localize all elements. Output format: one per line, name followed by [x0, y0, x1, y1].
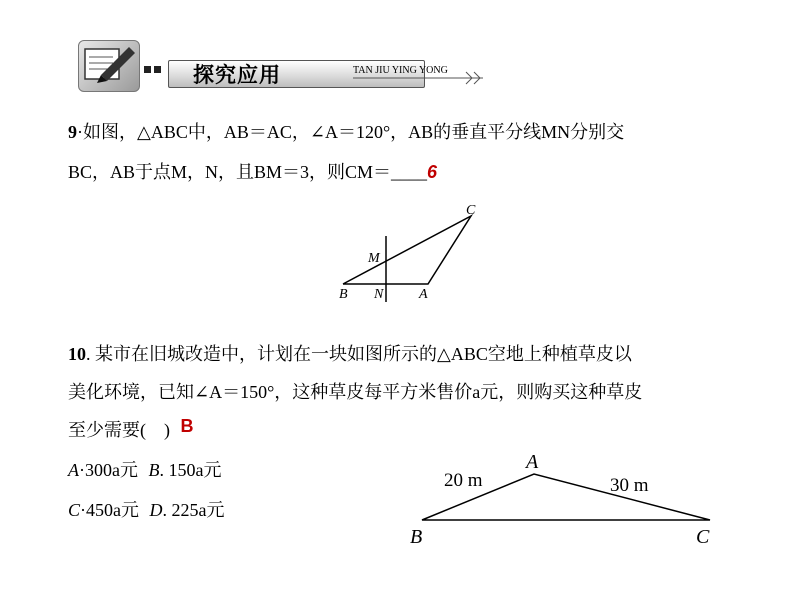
- q9-label-a: A: [419, 287, 428, 302]
- q9-text1: ·如图，△ABC中，AB＝AC，∠A＝120°，AB的垂直平分线MN分别交: [77, 122, 625, 142]
- q9-answer: 6: [427, 162, 438, 182]
- q10-option-a: [68, 458, 221, 482]
- q10-line2: [68, 380, 642, 404]
- q10-answer: B: [180, 416, 194, 436]
- q10-option-b-text: . 150a元: [159, 460, 222, 480]
- q10-option-c-letter: C: [68, 500, 81, 520]
- q10-option-b-letter: B: [148, 460, 160, 480]
- q9-text2: BC，AB于点M，N，且BM＝3，则CM＝: [68, 162, 392, 182]
- q9-line1: [68, 120, 624, 144]
- q10-text2: 美化环境，已知∠A＝150°，这种草皮每平方米售价a元，则购买这种草皮: [68, 382, 643, 402]
- q9-number: 9: [68, 122, 77, 142]
- q10-option-a-text: ·300a元: [79, 460, 138, 480]
- q10-option-c: [68, 498, 225, 522]
- q9-label-m: M: [368, 251, 380, 266]
- section-header: [78, 40, 498, 92]
- q9-label-b: B: [339, 287, 348, 302]
- q9-line2: [68, 160, 437, 184]
- q10-label-a: A: [526, 451, 539, 473]
- q10-label-b: B: [410, 526, 423, 548]
- q10-label-c: C: [696, 526, 710, 548]
- header-rule: [78, 40, 498, 92]
- q9-blank: ____: [391, 162, 428, 182]
- q10-option-a-letter: A: [68, 460, 79, 480]
- q10-line1: [68, 342, 632, 366]
- q10-text1: . 某市在旧城改造中，计划在一块如图所示的△ABC空地上种植草皮以: [86, 344, 632, 364]
- q9-label-n: N: [374, 287, 384, 302]
- q9-triangle: [343, 216, 471, 284]
- q10-triangle: [422, 474, 710, 520]
- q10-text3: 至少需要( ): [68, 420, 170, 440]
- q10-label-ab: 20 m: [444, 470, 483, 491]
- section-title: 探究应用: [193, 63, 281, 87]
- q10-line3: [68, 418, 194, 442]
- q10-option-c-text: ·450a元: [80, 500, 139, 520]
- q9-label-c: C: [466, 203, 476, 218]
- q10-option-d-letter: D: [149, 500, 163, 520]
- section-pinyin: TAN JIU YING YONG: [353, 65, 448, 76]
- q10-label-ac: 30 m: [610, 475, 649, 496]
- q10-number: 10: [68, 344, 86, 364]
- q10-option-d-text: . 225a元: [162, 500, 225, 520]
